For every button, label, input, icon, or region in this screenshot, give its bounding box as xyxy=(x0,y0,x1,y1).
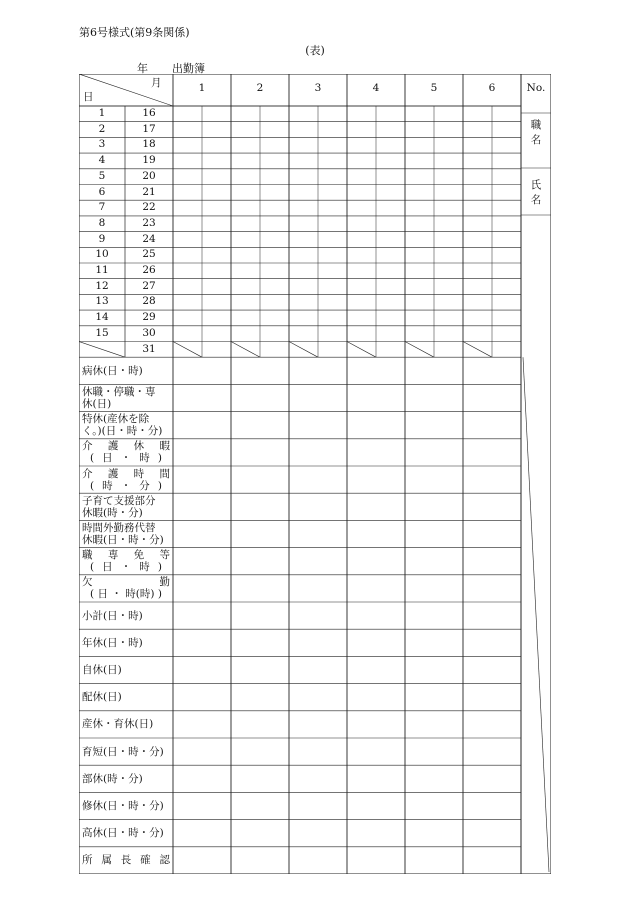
unit-char: 時(時) xyxy=(125,588,155,601)
slash-diagonal xyxy=(173,342,202,358)
label-char: 免 xyxy=(133,549,145,562)
paren: ( xyxy=(90,561,95,574)
summary-row-text: 産休・育休(日) xyxy=(82,718,154,731)
month-header-5: 5 xyxy=(430,82,438,94)
summary-row-text: 病休(日・時) xyxy=(82,364,143,377)
book-title: 出勤簿 xyxy=(172,62,205,75)
day-number: 4 xyxy=(98,154,106,167)
paren: ( xyxy=(90,479,95,492)
unit-char: 時 xyxy=(139,452,150,465)
paren: ( xyxy=(90,588,95,601)
slash-diagonal xyxy=(405,342,434,358)
side-label: (表) xyxy=(305,44,325,57)
summary-row-label xyxy=(82,746,170,758)
summary-row-text: 部休(時・分) xyxy=(82,772,143,785)
paren: ( xyxy=(90,452,95,465)
corner-month-label: 月 xyxy=(151,77,162,89)
label-char: 介 xyxy=(82,467,93,480)
day-number: 24 xyxy=(142,232,156,245)
summary-row-label xyxy=(82,549,170,573)
summary-row-label xyxy=(82,413,170,437)
label-char: 属 xyxy=(101,854,112,867)
summary-row-text: 育短(日・時・分) xyxy=(82,745,164,758)
day-number: 28 xyxy=(142,295,156,308)
separator: ・ xyxy=(120,479,132,492)
month-header-1: 1 xyxy=(198,82,206,94)
unit-char: 日 xyxy=(97,588,108,601)
summary-row-text: 配休(日) xyxy=(82,691,122,704)
day-number: 18 xyxy=(142,138,156,151)
summary-row-label xyxy=(82,440,170,464)
summary-row-text: 子育て支援部分 xyxy=(82,494,156,507)
summary-row-label xyxy=(82,664,170,676)
day-number: 13 xyxy=(95,295,109,308)
summary-row-label xyxy=(82,576,170,600)
label-char: 専 xyxy=(107,549,119,562)
label-char: 確 xyxy=(140,854,151,867)
summary-row-text: 高休(日・時・分) xyxy=(82,827,164,840)
slash-diagonal xyxy=(463,342,492,358)
label-char: 護 xyxy=(107,440,119,453)
summary-row-text xyxy=(82,576,170,588)
unit-char: 日 xyxy=(102,452,113,465)
summary-row-label xyxy=(82,827,170,839)
day-number: 2 xyxy=(98,122,106,135)
summary-row-label xyxy=(82,468,170,492)
day-number: 5 xyxy=(98,169,106,182)
label-char: 長 xyxy=(120,854,132,867)
paren: ) xyxy=(157,588,162,601)
form-title: 第6号様式(第9条関係) xyxy=(79,26,190,39)
summary-row-label xyxy=(82,718,170,730)
separator: ・ xyxy=(111,588,122,601)
summary-row-label xyxy=(82,637,170,649)
day-number: 30 xyxy=(142,326,156,339)
job-title-label: 職 名 xyxy=(530,119,542,146)
summary-row-label xyxy=(82,386,170,410)
name-label: 氏 名 xyxy=(530,179,542,206)
summary-row-label xyxy=(82,610,170,622)
summary-row-label xyxy=(82,522,170,546)
day-number: 16 xyxy=(142,107,156,119)
summary-row-text xyxy=(82,480,170,492)
day-number: 26 xyxy=(142,264,156,276)
day-number: 8 xyxy=(98,216,106,229)
label-char: 等 xyxy=(159,549,170,562)
month-header-4: 4 xyxy=(372,82,380,94)
day-number: 23 xyxy=(142,216,156,229)
slash-diagonal xyxy=(231,342,260,358)
summary-row-label xyxy=(82,691,170,703)
slash-diagonal xyxy=(79,342,125,358)
slash-diagonal xyxy=(289,342,318,358)
separator: ・ xyxy=(120,561,132,574)
summary-row-text: く。)(日・時・分) xyxy=(82,425,163,438)
day-number: 20 xyxy=(142,169,156,182)
label-char: 間 xyxy=(159,467,170,480)
day-number: 21 xyxy=(142,185,156,198)
summary-row-text xyxy=(82,854,170,866)
attendance-table xyxy=(79,74,551,874)
day-number: 6 xyxy=(98,185,106,198)
day-number: 29 xyxy=(142,311,156,324)
day-number: 7 xyxy=(98,201,106,214)
summary-row-text: 時間外勤務代替 xyxy=(82,522,156,534)
summary-row-text: 自休(日) xyxy=(82,664,122,676)
day-number: 3 xyxy=(98,138,106,151)
summary-row-text: 小計(日・時) xyxy=(82,609,143,622)
summary-row-text xyxy=(82,549,170,561)
day-number: 14 xyxy=(95,311,109,324)
no-col-diagonal xyxy=(523,357,549,872)
summary-row-text xyxy=(82,440,170,452)
month-header-6: 6 xyxy=(488,82,496,94)
day-number: 10 xyxy=(95,248,109,261)
label-char: 暇 xyxy=(159,440,170,453)
day-number: 25 xyxy=(142,248,156,261)
label-char: 介 xyxy=(82,440,93,453)
day-number: 12 xyxy=(95,279,109,292)
label-char: 休 xyxy=(133,440,145,453)
day-number: 27 xyxy=(142,279,156,292)
summary-row-text: 休暇(時・分) xyxy=(82,506,143,519)
month-header-2: 2 xyxy=(256,82,264,94)
year-label: 年 xyxy=(137,62,148,75)
day-number: 17 xyxy=(142,122,156,135)
unit-char: 時 xyxy=(102,479,113,492)
paren: ) xyxy=(157,452,162,465)
summary-row-label xyxy=(82,365,170,377)
paren: ) xyxy=(157,561,162,574)
label-char: 勤 xyxy=(159,576,170,589)
label-char: 認 xyxy=(159,854,170,867)
slash-diagonal xyxy=(347,342,376,358)
label-char: 職 xyxy=(82,549,93,562)
unit-char: 時 xyxy=(139,561,150,574)
summary-row-text xyxy=(82,588,170,600)
summary-row-label xyxy=(82,854,170,866)
day-number: 19 xyxy=(142,154,156,167)
summary-row-text: 修休(日・時・分) xyxy=(82,800,164,812)
paren: ) xyxy=(157,479,162,492)
summary-row-text: 休職・停職・専 xyxy=(82,386,156,398)
separator: ・ xyxy=(120,452,132,465)
day-number: 22 xyxy=(142,201,156,214)
summary-row-text xyxy=(82,468,170,480)
label-char: 所 xyxy=(82,854,93,867)
unit-char: 日 xyxy=(102,561,113,574)
label-char: 護 xyxy=(107,467,119,480)
unit-char: 分 xyxy=(139,479,150,492)
summary-row-text: 特休(産休を除 xyxy=(82,413,150,426)
summary-row-text xyxy=(82,452,170,464)
summary-row-text xyxy=(82,561,170,573)
label-char: 時 xyxy=(133,467,145,480)
day-number: 9 xyxy=(98,232,106,245)
summary-row-text: 休(日) xyxy=(82,398,112,410)
day-number: 11 xyxy=(95,264,109,276)
day-number: 1 xyxy=(98,107,106,119)
summary-row-label xyxy=(82,800,170,812)
summary-row-text: 年休(日・時) xyxy=(82,636,143,649)
label-char: 欠 xyxy=(82,576,93,589)
summary-row-label xyxy=(82,773,170,785)
corner-day-label: 日 xyxy=(83,91,94,103)
month-header-3: 3 xyxy=(314,82,322,94)
day-number: 31 xyxy=(142,342,156,355)
summary-row-label xyxy=(82,495,170,519)
no-label: No. xyxy=(526,82,546,94)
summary-row-text: 休暇(日・時・分) xyxy=(82,534,164,546)
day-number: 15 xyxy=(95,326,109,339)
